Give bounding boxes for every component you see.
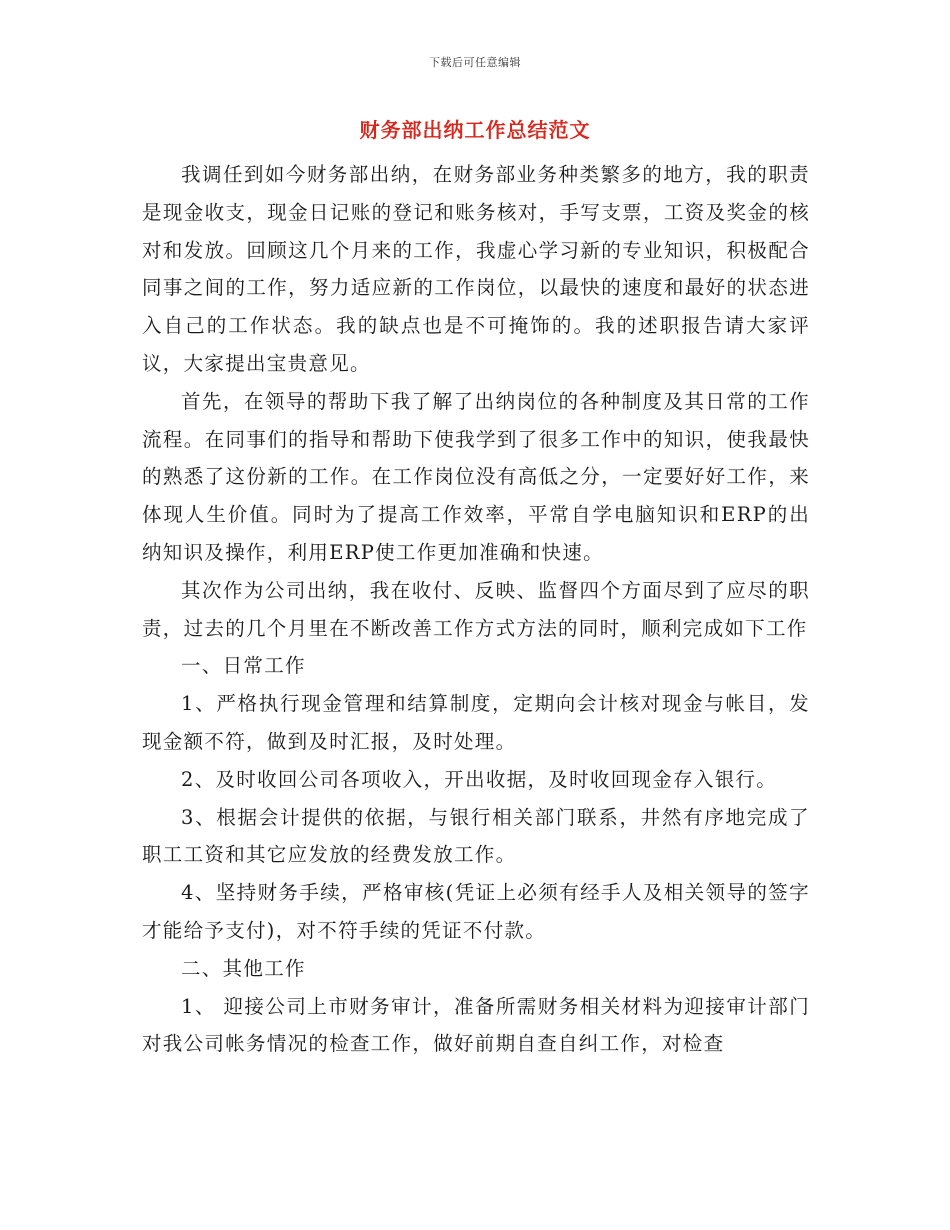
header-note: 下载后可任意编辑 <box>429 56 521 69</box>
list-item-1: 1、严格执行现金管理和结算制度，定期向会计核对现金与帐目，发现金额不符，做到及时汇报，及时处理。 <box>142 692 810 753</box>
document-title: 财务部出纳工作总结范文 <box>359 118 591 142</box>
paragraph-second: 其次作为公司出纳，我在收付、反映、监督四个方面尽到了应尽的职责，过去的几个月里在不断改善工作方式方法的同时，顺利完成如下工作 <box>142 578 810 640</box>
list-item-other-1: 1、 迎接公司上市财务审计，准备所需财务相关材料为迎接审计部门对我公司帐务情况的检查工作，做好前期自查自纠工作，对检查 <box>142 994 810 1056</box>
section-heading-daily-work: 一、日常工作 <box>181 654 306 678</box>
list-item-4: 4、坚持财务手续，严格审核(凭证上必须有经手人及相关领导的签字才能给予支付)，对不符手续的凭证不付款。 <box>142 881 810 942</box>
paragraph-intro: 我调任到如今财务部出纳，在财务部业务种类繁多的地方，我的职责是现金收支，现金日记账的登记和账务核对，手写支票，工资及奖金的核对和发放。回顾这几个月来的工作，我虚心学习新的专业知识，积极配合同事之间的工作，努力适应新的工作岗位，以最快的速度和最好的状态进入自己的工作状态。我的缺点也是不可掩饰的。我的述职报告请大家评议，大家提出宝贵意见。 <box>142 163 810 375</box>
list-item-3: 3、根据会计提供的依据，与银行相关部门联系，井然有序地完成了职工工资和其它应发放的经费发放工作。 <box>142 805 810 867</box>
list-item-2: 2、及时收回公司各项收入，开出收据，及时收回现金存入银行。 <box>181 767 778 791</box>
document-body <box>142 156 810 1063</box>
section-heading-other-work: 二、其他工作 <box>181 956 306 980</box>
paragraph-first: 首先，在领导的帮助下我了解了出纳岗位的各种制度及其日常的工作流程。在同事们的指导和帮助下使我学到了很多工作中的知识，使我最快的熟悉了这份新的工作。在工作岗位没有高低之分，一定要好好工作，来体现人生价值。同时为了提高工作效率，平常自学电脑知识和ERP的出纳知识及操作，利用ERP使工作更加准确和快速。 <box>142 389 810 564</box>
